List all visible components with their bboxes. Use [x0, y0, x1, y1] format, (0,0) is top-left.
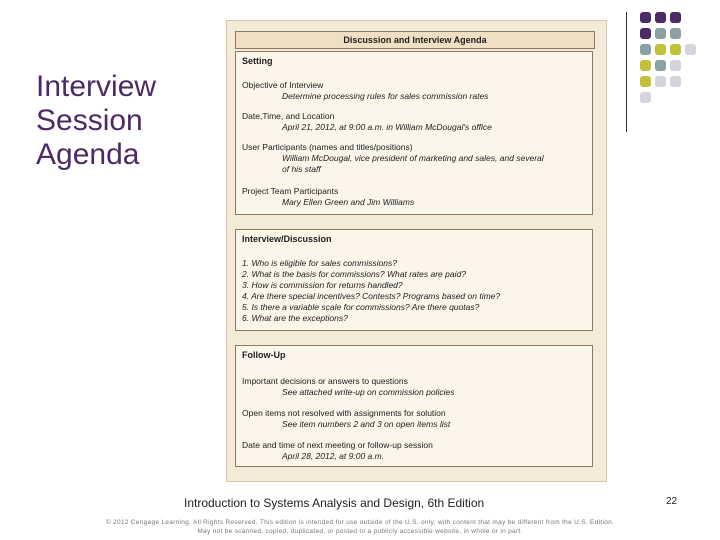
slide-title-line: Agenda: [36, 138, 140, 171]
copyright-line: © 2012 Cengage Learning. All Rights Reserved. This edition is intended for use outside of the U.S. only, with content that may be different from the U.S. Edition.: [105, 519, 615, 526]
open-items-label: Open items not resolved with assignments for solution: [242, 408, 446, 418]
footer-book-title: Introduction to Systems Analysis and Design, 6th Edition: [184, 496, 485, 510]
decorative-square: [670, 44, 681, 55]
setting-panel: [235, 51, 593, 215]
decorative-square: [655, 60, 666, 71]
datetime-value: April 21, 2012, at 9:00 a.m. in William McDougal's office: [282, 122, 492, 132]
interview-question: 3. How is commission for returns handled?: [242, 280, 403, 290]
page-number: 22: [666, 496, 678, 507]
decorative-square: [640, 60, 651, 71]
setting-heading: Setting: [242, 56, 273, 66]
decorative-square: [670, 12, 681, 23]
followup-panel: [235, 345, 593, 467]
agenda-header: Discussion and Interview Agenda: [235, 31, 595, 49]
slide-title: [36, 70, 216, 172]
slide-title-line: Interview: [36, 70, 157, 103]
next-meeting-label: Date and time of next meeting or follow-up session: [242, 440, 433, 450]
interview-question: 6. What are the exceptions?: [242, 313, 348, 323]
decorative-square: [670, 76, 681, 87]
interview-question: 5. Is there a variable scale for commissions? Are there quotas?: [242, 302, 480, 312]
decorative-square: [655, 44, 666, 55]
decorative-square: [655, 28, 666, 39]
decisions-value: See attached write-up on commission policies: [282, 387, 455, 397]
next-meeting-value: April 28, 2012, at 9:00 a.m.: [282, 451, 385, 461]
team-value: Mary Ellen Green and Jim Williams: [282, 197, 415, 207]
decorative-square: [640, 12, 651, 23]
decisions-label: Important decisions or answers to questions: [242, 376, 408, 386]
interview-question: 1. Who is eligible for sales commissions?: [242, 258, 397, 268]
datetime-label: Date,Time, and Location: [242, 111, 335, 121]
interview-question: 4. Are there special incentives? Contests? Programs based on time?: [242, 291, 501, 301]
decorative-square: [685, 44, 696, 55]
users-value: William McDougal, vice president of marketing and sales, and several of his staff: [282, 153, 544, 174]
decorative-square: [640, 92, 651, 103]
copyright-line: May not be scanned, copied, duplicated, or posted to a publicly accessible website, in whole or in part.: [197, 528, 523, 535]
slide-title-line: Session: [36, 104, 143, 137]
objective-label: Objective of Interview: [242, 80, 324, 90]
agenda-figure: [226, 20, 607, 482]
decorative-square: [655, 76, 666, 87]
decorative-square: [670, 28, 681, 39]
objective-value: Determine processing rules for sales commission rates: [282, 91, 489, 101]
interview-question: 2. What is the basis for commissions? What rates are paid?: [242, 269, 466, 279]
interview-panel: [235, 229, 593, 331]
decorative-divider: [626, 12, 627, 132]
followup-heading: Follow-Up: [242, 350, 286, 360]
open-items-value: See item numbers 2 and 3 on open items list: [282, 419, 451, 429]
decorative-square: [640, 76, 651, 87]
decorative-square-grid: [640, 12, 712, 120]
copyright-notice: [60, 518, 660, 536]
decorative-square: [640, 44, 651, 55]
team-label: Project Team Participants: [242, 186, 339, 196]
decorative-square: [670, 60, 681, 71]
decorative-square: [640, 28, 651, 39]
interview-heading: Interview/Discussion: [242, 234, 332, 244]
users-label: User Participants (names and titles/positions): [242, 142, 413, 152]
decorative-square: [655, 12, 666, 23]
